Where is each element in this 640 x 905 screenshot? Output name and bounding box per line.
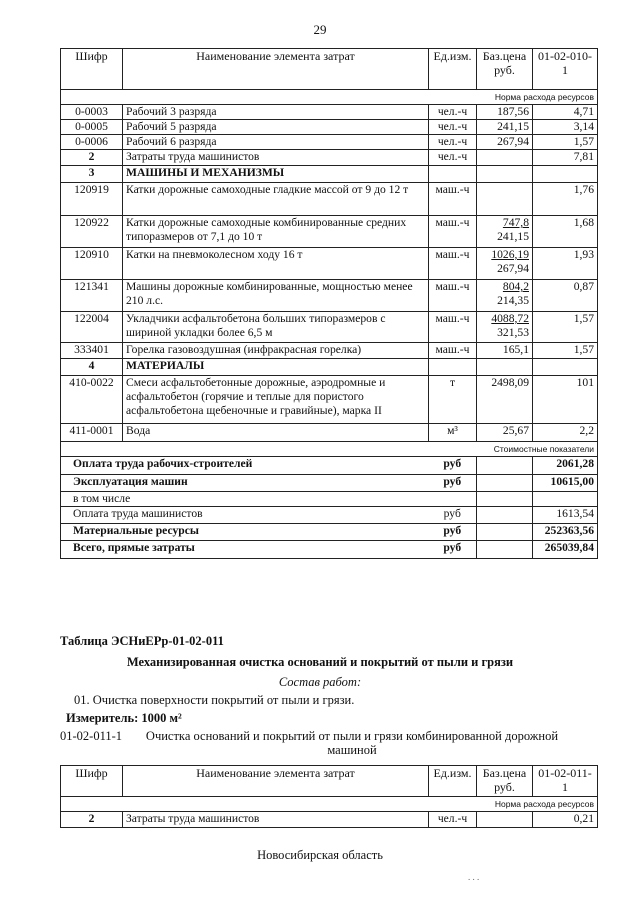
row-name: Катки дорожные самоходные гладкие массой от 9 до 12 т — [123, 183, 429, 216]
header-norm-code: 01-02-011-1 — [533, 766, 598, 797]
row-unit: м³ — [429, 424, 477, 442]
table-row — [61, 105, 598, 120]
row-price — [477, 248, 533, 280]
row-price-main: 4088,72 — [491, 312, 529, 325]
cost-empty-cell — [477, 541, 533, 559]
measure-unit: Измеритель: 1000 м² — [66, 711, 182, 725]
row-name: Укладчики асфальтобетона больших типоразмеров с шириной укладки более 6,5 м — [123, 312, 429, 343]
row-value: 1,57 — [533, 312, 598, 343]
row-price — [477, 216, 533, 248]
row-value: 1,76 — [533, 183, 598, 216]
header-unit: Ед.изм. — [429, 49, 477, 90]
row-price-main: 1026,19 — [491, 248, 529, 261]
row-price-secondary: 241,15 — [497, 230, 529, 243]
row-price — [477, 812, 533, 828]
row-name: Рабочий 6 разряда — [123, 135, 429, 150]
item-text: Очистка оснований и покрытий от пыли и грязи комбинированной дорожной машиной — [145, 729, 559, 757]
row-value: 1,57 — [533, 135, 598, 150]
row-unit: маш.-ч — [429, 183, 477, 216]
cost-subheader: Стоимостные показатели — [61, 442, 598, 457]
table-row — [61, 376, 598, 424]
row-code: 120910 — [61, 248, 123, 280]
cost-unit: руб — [429, 457, 477, 475]
header-name: Наименование элемента затрат — [123, 49, 429, 90]
header-name: Наименование элемента затрат — [123, 766, 429, 797]
row-unit: маш.-ч — [429, 343, 477, 359]
cost-row — [61, 524, 598, 541]
page-number: 29 — [313, 22, 327, 37]
cost-value: 2061,28 — [533, 457, 598, 475]
cost-label: Оплата труда машинистов — [61, 507, 429, 524]
cost-empty-cell — [477, 507, 533, 524]
header-unit: Ед.изм. — [429, 766, 477, 797]
cost-value — [533, 492, 598, 507]
row-code: 410-0022 — [61, 376, 123, 424]
row-unit: т — [429, 376, 477, 424]
row-price — [477, 359, 533, 376]
cost-row — [61, 541, 598, 559]
row-price — [477, 166, 533, 183]
row-code: 4 — [61, 359, 123, 376]
row-value: 1,93 — [533, 248, 598, 280]
row-value: 0,87 — [533, 280, 598, 312]
work-item: 01. Очистка поверхности покрытий от пыли и грязи. — [74, 693, 355, 707]
table-row — [61, 424, 598, 442]
row-name: Машины дорожные комбинированные, мощностью менее 210 л.с. — [123, 280, 429, 312]
table-row — [61, 312, 598, 343]
table-row — [61, 120, 598, 135]
item-code: 01-02-011-1 — [60, 729, 123, 743]
resource-norm-table-2 — [60, 765, 598, 828]
row-code: 0-0006 — [61, 135, 123, 150]
table-row — [61, 135, 598, 150]
row-price: 2498,09 — [477, 376, 533, 424]
cost-value: 1613,54 — [533, 507, 598, 524]
row-value: 7,81 — [533, 150, 598, 166]
cost-unit: руб — [429, 524, 477, 541]
row-price: 241,15 — [477, 120, 533, 135]
header-code: Шифр — [61, 49, 123, 90]
row-unit: чел.-ч — [429, 120, 477, 135]
subheader-row — [61, 90, 598, 105]
row-value: 0,21 — [533, 812, 598, 828]
row-code: 120919 — [61, 183, 123, 216]
scan-mark: . . . — [468, 872, 480, 882]
row-value — [533, 166, 598, 183]
cost-label: Материальные ресурсы — [61, 524, 429, 541]
header-price: Баз.цена руб. — [477, 766, 533, 797]
section-heading: Механизированная очистка оснований и покрытий от пыли и грязи — [126, 655, 514, 669]
row-unit — [429, 166, 477, 183]
row-value: 1,57 — [533, 343, 598, 359]
row-price: 165,1 — [477, 343, 533, 359]
row-price — [477, 150, 533, 166]
cost-empty-cell — [477, 524, 533, 541]
cost-unit: руб — [429, 541, 477, 559]
works-title: Состав работ: — [278, 675, 362, 689]
row-value — [533, 359, 598, 376]
row-code: 2 — [61, 150, 123, 166]
row-price — [477, 183, 533, 216]
row-code: 0-0005 — [61, 120, 123, 135]
row-name: Смеси асфальтобетонные дорожные, аэродромные и асфальтобетон (горячие и теплые для пористого асфальтобетона щебеночные и гравийные), марка II — [123, 376, 429, 424]
table-row — [61, 280, 598, 312]
table-row — [61, 343, 598, 359]
row-unit: чел.-ч — [429, 150, 477, 166]
table-row — [61, 166, 598, 183]
cost-label: в том числе — [61, 492, 429, 507]
row-unit: чел.-ч — [429, 105, 477, 120]
row-value: 2,2 — [533, 424, 598, 442]
row-price-main: 804,2 — [502, 280, 529, 293]
cost-row — [61, 475, 598, 492]
cost-value: 10615,00 — [533, 475, 598, 492]
cost-row — [61, 457, 598, 475]
row-code: 120922 — [61, 216, 123, 248]
header-code: Шифр — [61, 766, 123, 797]
row-name: Рабочий 5 разряда — [123, 120, 429, 135]
row-name: Затраты труда машинистов — [123, 150, 429, 166]
row-code: 2 — [61, 812, 123, 828]
row-price-secondary: 267,94 — [497, 262, 529, 275]
row-value: 3,14 — [533, 120, 598, 135]
row-name: МАТЕРИАЛЫ — [123, 359, 429, 376]
row-price: 187,56 — [477, 105, 533, 120]
row-value: 1,68 — [533, 216, 598, 248]
cost-subheader-row — [61, 442, 598, 457]
table-row — [61, 150, 598, 166]
header-norm-code: 01-02-010-1 — [533, 49, 598, 90]
row-name: Катки на пневмоколесном ходу 16 т — [123, 248, 429, 280]
table-title: Таблица ЭСНиЕРр-01-02-011 — [60, 634, 224, 648]
row-price — [477, 312, 533, 343]
row-unit: чел.-ч — [429, 135, 477, 150]
table-row — [61, 812, 598, 828]
row-name: Горелка газовоздушная (инфракрасная горелка) — [123, 343, 429, 359]
table2-subheader-row — [61, 797, 598, 812]
row-unit: маш.-ч — [429, 312, 477, 343]
row-value: 101 — [533, 376, 598, 424]
row-name: Затраты труда машинистов — [123, 812, 429, 828]
cost-empty-cell — [477, 475, 533, 492]
row-name: Вода — [123, 424, 429, 442]
row-unit: маш.-ч — [429, 280, 477, 312]
cost-value: 265039,84 — [533, 541, 598, 559]
cost-label: Оплата труда рабочих-строителей — [61, 457, 429, 475]
row-price: 25,67 — [477, 424, 533, 442]
subheader-norm: Норма расхода ресурсов — [61, 90, 598, 105]
row-unit: маш.-ч — [429, 216, 477, 248]
table-header-row — [61, 49, 598, 90]
row-price-secondary: 321,53 — [497, 326, 529, 339]
cost-label: Эксплуатация машин — [61, 475, 429, 492]
header-price: Баз.цена руб. — [477, 49, 533, 90]
cost-unit: руб — [429, 475, 477, 492]
row-code: 0-0003 — [61, 105, 123, 120]
row-price-main: 747,8 — [502, 216, 529, 229]
row-code: 3 — [61, 166, 123, 183]
row-price — [477, 280, 533, 312]
row-code: 121341 — [61, 280, 123, 312]
row-code: 122004 — [61, 312, 123, 343]
table-row — [61, 359, 598, 376]
table-row — [61, 216, 598, 248]
row-price: 267,94 — [477, 135, 533, 150]
cost-label: Всего, прямые затраты — [61, 541, 429, 559]
row-code: 333401 — [61, 343, 123, 359]
cost-value: 252363,56 — [533, 524, 598, 541]
cost-unit — [429, 492, 477, 507]
row-unit: чел.-ч — [429, 812, 477, 828]
table-row — [61, 183, 598, 216]
row-price-secondary: 214,35 — [497, 294, 529, 307]
resource-norm-table — [60, 48, 598, 559]
row-name: Катки дорожные самоходные комбинированные средних типоразмеров от 7,1 до 10 т — [123, 216, 429, 248]
table2-header-row — [61, 766, 598, 797]
cost-empty-cell — [477, 457, 533, 475]
row-unit — [429, 359, 477, 376]
row-unit: маш.-ч — [429, 248, 477, 280]
cost-empty-cell — [477, 492, 533, 507]
cost-unit: руб — [429, 507, 477, 524]
row-name: МАШИНЫ И МЕХАНИЗМЫ — [123, 166, 429, 183]
footer-region: Новосибирская область — [257, 848, 383, 862]
subheader-norm: Норма расхода ресурсов — [61, 797, 598, 812]
row-code: 411-0001 — [61, 424, 123, 442]
cost-row — [61, 507, 598, 524]
table-row — [61, 248, 598, 280]
row-value: 4,71 — [533, 105, 598, 120]
row-name: Рабочий 3 разряда — [123, 105, 429, 120]
cost-row — [61, 492, 598, 507]
